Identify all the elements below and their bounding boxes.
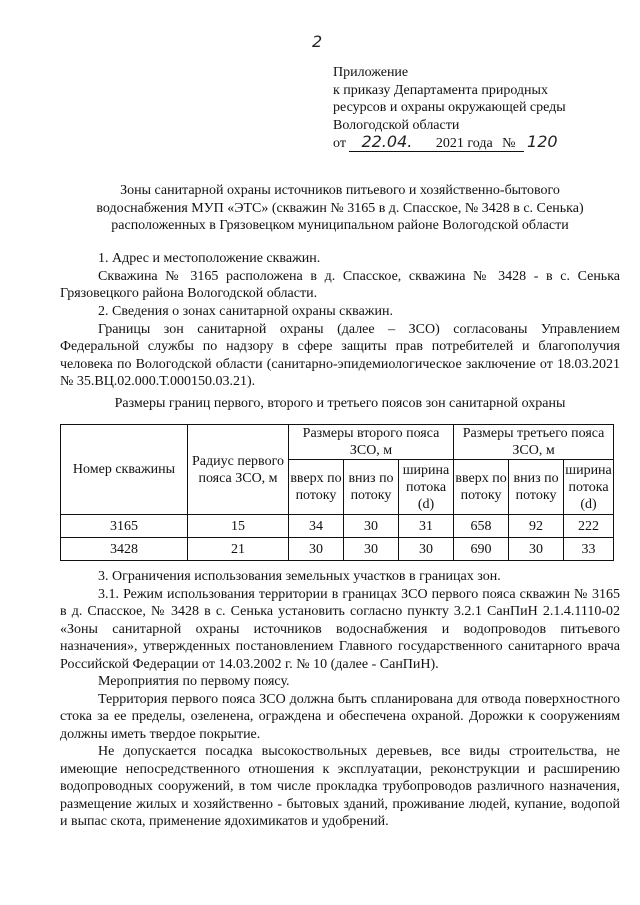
subheader-down: вниз по потоку (509, 460, 564, 515)
header-zone3: Размеры третьего пояса ЗСО, м (454, 425, 614, 460)
title-line: Зоны санитарной охраны источников питьевого и хозяйственно-бытового (120, 183, 560, 198)
sanitary-zones-table (60, 424, 614, 561)
section-heading: 3. Ограничения использования земельных участков в границах зон. (98, 569, 501, 584)
cell-well: 3165 (61, 515, 188, 538)
appendix-line: ресурсов и охраны окружающей среды (333, 100, 566, 115)
title-line: водоснабжения МУП «ЭТС» (скважин № 3165 в д. Спасское, № 3428 в с. Сенька) (96, 200, 584, 216)
number-label: № (502, 136, 516, 151)
cell-radius: 15 (188, 515, 289, 538)
section-1 (60, 250, 620, 303)
cell-radius: 21 (188, 538, 289, 561)
section-text: Не допускается посадка высокоствольных деревьев, все виды строительства, не имеющие непосредственного отношения к эксплуатации, реконструкции и расширению водопроводных сооружений, в том числе прокладка трубопроводов различного назначения, размещение жилых и хозяйственно - бытовых зданий, проживание людей, купание, водопой и выпас скота, применение ядохимикатов и удобрений. (60, 744, 620, 829)
section-text: Скважина № 3165 расположена в д. Спасское, скважина № 3428 - в с. Сенька Грязовецкого района Вологодской области. (60, 268, 620, 301)
handwritten-date: 22.04. (361, 132, 413, 151)
cell-z3-up: 690 (454, 538, 509, 561)
section-heading: 2. Сведения о зонах санитарной охраны скважин. (98, 304, 393, 319)
cell-z3-down: 30 (509, 538, 564, 561)
subheader-width: ширина потока (d) (564, 460, 614, 515)
cell-z3-width: 33 (564, 538, 614, 561)
section-text: Границы зон санитарной охраны (далее – ЗСО) согласованы Управлением Федеральной службы по надзору в сфере защиты прав потребителей и благополучия человека по Вологодской области (санитарно-эпидемиологическое заключение от 18.03.2021 № 35.ВЦ.02.000.Т.000150.03.21). (60, 321, 620, 389)
table-row (61, 538, 614, 561)
handwritten-number: 120 (527, 132, 558, 151)
cell-z3-up: 658 (454, 515, 509, 538)
cell-z3-width: 222 (564, 515, 614, 538)
subheader-width: ширина потока (d) (399, 460, 454, 515)
section-3 (60, 568, 620, 831)
subheader-up: вверх по потоку (454, 460, 509, 515)
section-text: Территория первого пояса ЗСО должна быть спланирована для отвода поверхностного стока за ее пределы, озеленена, ограждена и обеспечена охраной. Дорожки к сооружениям должны иметь твердое покрытие. (60, 691, 620, 742)
header-radius: Радиус первого пояса ЗСО, м (188, 425, 289, 515)
cell-z3-down: 92 (509, 515, 564, 538)
appendix-date-line (333, 134, 566, 153)
appendix-block (333, 64, 566, 153)
header-zone2: Размеры второго пояса ЗСО, м (289, 425, 454, 460)
table-caption: Размеры границ первого, второго и третьего поясов зон санитарной охраны (114, 396, 566, 411)
cell-z2-down: 30 (344, 538, 399, 561)
title-line: расположенных в Грязовецком муниципальном районе Вологодской области (111, 218, 569, 233)
cell-well: 3428 (61, 538, 188, 561)
cell-z2-width: 30 (399, 538, 454, 561)
section-2 (60, 303, 620, 391)
appendix-line: к приказу Департамента природных (333, 82, 548, 98)
appendix-line: Приложение (333, 65, 409, 80)
subheader-up: вверх по потоку (289, 460, 344, 515)
section-text: Мероприятия по первому поясу. (98, 674, 290, 689)
subheader-down: вниз по потоку (344, 460, 399, 515)
document-title (60, 182, 620, 235)
table-row (61, 515, 614, 538)
date-underline (349, 132, 558, 152)
cell-z2-up: 34 (289, 515, 344, 538)
section-text: 3.1. Режим использования территории в границах ЗСО первого пояса скважин № 3165 в д. Спасское, № 3428 в с. Сенька установить согласно пункту 3.2.1 СанПиН 2.1.4.1110-02 «Зоны санитарной охраны источников водоснабжения и водопроводов питьевого назначения», утвержденных постановлением Главного государственного санитарного врача Российской Федерации от 14.03.2002 г. № 10 (далее - СанПиН). (60, 586, 620, 672)
cell-z2-width: 31 (399, 515, 454, 538)
year-text: 2021 года (435, 136, 493, 151)
page-number: 2 (312, 32, 323, 51)
from-label: от (333, 136, 346, 151)
section-heading: 1. Адрес и местоположение скважин. (98, 251, 321, 266)
appendix-line: Вологодской области (333, 117, 460, 133)
header-well-number: Номер скважины (61, 425, 188, 515)
cell-z2-up: 30 (289, 538, 344, 561)
cell-z2-down: 30 (344, 515, 399, 538)
